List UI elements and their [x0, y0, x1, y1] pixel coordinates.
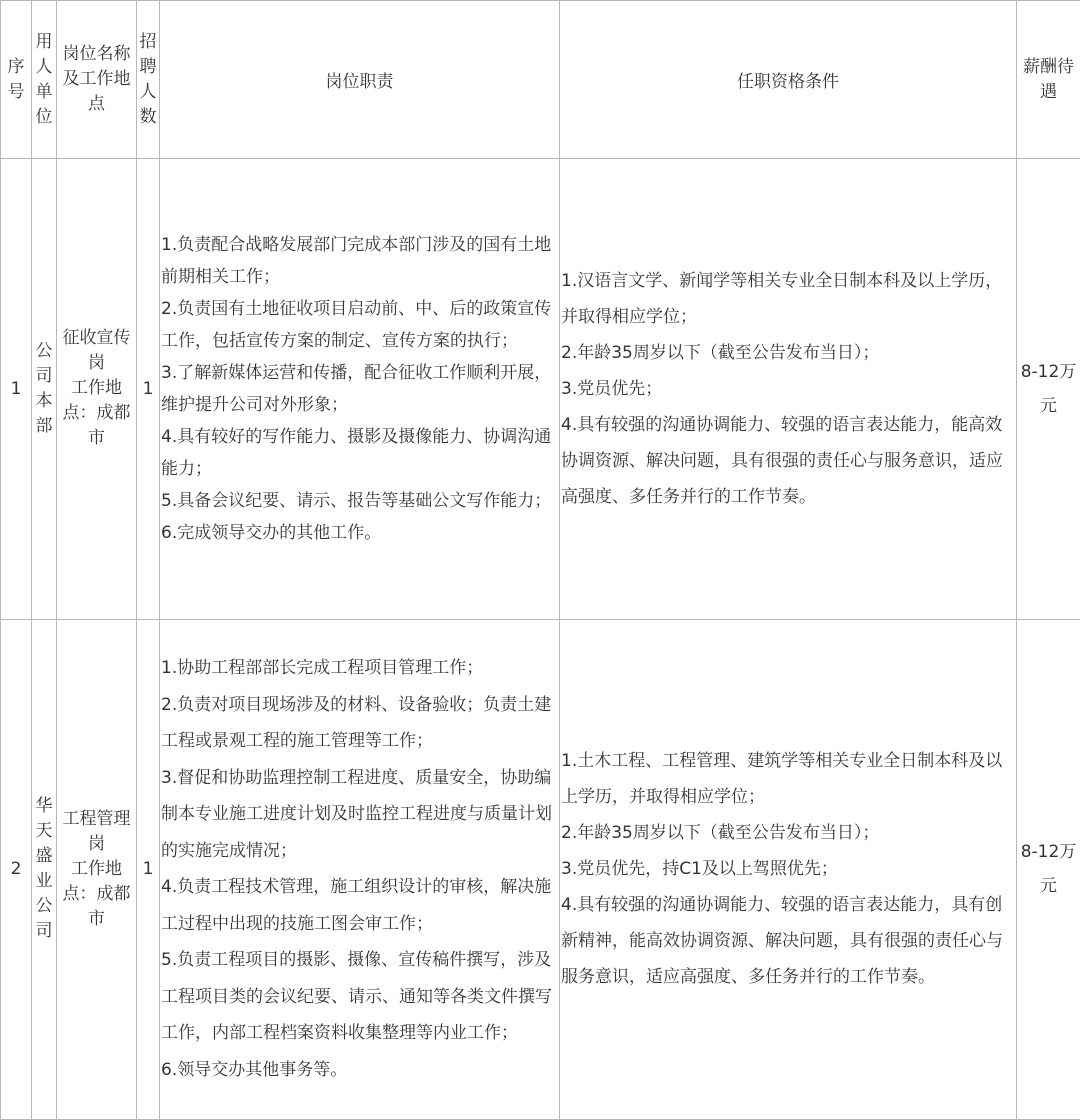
row-index: 1	[1, 159, 32, 619]
row-count: 1	[137, 619, 160, 1119]
row-count: 1	[137, 159, 160, 619]
duty-item: 4.具有较好的写作能力、摄影及摄像能力、协调沟通能力；	[161, 426, 552, 479]
duty-item: 1.协助工程部部长完成工程项目管理工作；	[161, 658, 484, 679]
position-location: 工作地点：成都市	[62, 858, 131, 929]
header-employer: 用人单位	[32, 1, 57, 159]
row-salary: 8-12万元	[1017, 619, 1080, 1119]
row-employer: 华天盛业公司	[32, 619, 57, 1119]
qualification-item: 1.汉语言文学、新闻学等相关专业全日制本科及以上学历，并取得相应学位；	[561, 270, 1003, 327]
header-position: 岗位名称及工作地点	[57, 1, 137, 159]
header-duties: 岗位职责	[160, 1, 560, 159]
table-row	[1, 159, 1080, 619]
row-position	[57, 159, 137, 619]
duty-item: 2.负责对项目现场涉及的材料、设备验收；负责土建工程或景观工程的施工管理等工作；	[161, 694, 552, 752]
row-qualifications	[560, 619, 1017, 1119]
duty-item: 6.完成领导交办的其他工作。	[161, 522, 382, 543]
duty-item: 5.负责工程项目的摄影、摄像、宣传稿件撰写，涉及工程项目类的会议纪要、请示、通知等各类文件撰写工作，内部工程档案资料收集整理等内业工作；	[161, 950, 552, 1044]
qualification-item: 4.具有较强的沟通协调能力、较强的语言表达能力，具有创新精神，能高效协调资源、解决问题，具有很强的责任心与服务意识，适应高强度、多任务并行的工作节奏。	[561, 895, 1003, 988]
header-count: 招聘人数	[137, 1, 160, 159]
position-name: 工程管理岗	[62, 808, 131, 854]
row-position	[57, 619, 137, 1119]
duty-item: 3.了解新媒体运营和传播，配合征收工作顺利开展，维护提升公司对外形象；	[161, 362, 552, 415]
duty-item: 1.负责配合战略发展部门完成本部门涉及的国有土地前期相关工作；	[161, 234, 552, 287]
duty-item: 2.负责国有土地征收项目启动前、中、后的政策宣传工作，包括宣传方案的制定、宣传方案的执行；	[161, 298, 552, 351]
duty-item: 3.督促和协助监理控制工程进度、质量安全，协助编制本专业施工进度计划及时监控工程进度与质量计划的实施完成情况；	[161, 767, 552, 861]
header-index: 序号	[1, 1, 32, 159]
qualification-item: 2.年龄35周岁以下（截至公告发布当日）；	[561, 823, 880, 844]
row-salary: 8-12万元	[1017, 159, 1080, 619]
duty-item: 6.领导交办其他事务等。	[161, 1059, 348, 1080]
header-salary: 薪酬待遇	[1017, 1, 1080, 159]
duty-item: 4.负责工程技术管理，施工组织设计的审核，解决施工过程中出现的技施工图会审工作；	[161, 877, 552, 934]
position-name: 征收宣传岗	[62, 328, 131, 374]
qualification-item: 4.具有较强的沟通协调能力、较强的语言表达能力，能高效协调资源、解决问题，具有很强的责任心与服务意识，适应高强度、多任务并行的工作节奏。	[561, 414, 1003, 507]
qualification-item: 1.土木工程、工程管理、建筑学等相关专业全日制本科及以上学历，并取得相应学位；	[561, 751, 1003, 808]
row-duties	[160, 159, 560, 619]
qualification-item: 2.年龄35周岁以下（截至公告发布当日）；	[561, 342, 880, 363]
table-header-row	[1, 1, 1080, 159]
duty-item: 5.具备会议纪要、请示、报告等基础公文写作能力；	[161, 490, 552, 511]
row-qualifications	[560, 159, 1017, 619]
qualification-item: 3.党员优先，持C1及以上驾照优先；	[561, 859, 838, 880]
row-duties	[160, 619, 560, 1119]
header-qualifications: 任职资格条件	[560, 1, 1017, 159]
row-employer: 公司本部	[32, 159, 57, 619]
row-index: 2	[1, 619, 32, 1119]
table-row	[1, 619, 1080, 1119]
position-location: 工作地点：成都市	[62, 378, 131, 449]
qualification-item: 3.党员优先；	[561, 378, 663, 399]
